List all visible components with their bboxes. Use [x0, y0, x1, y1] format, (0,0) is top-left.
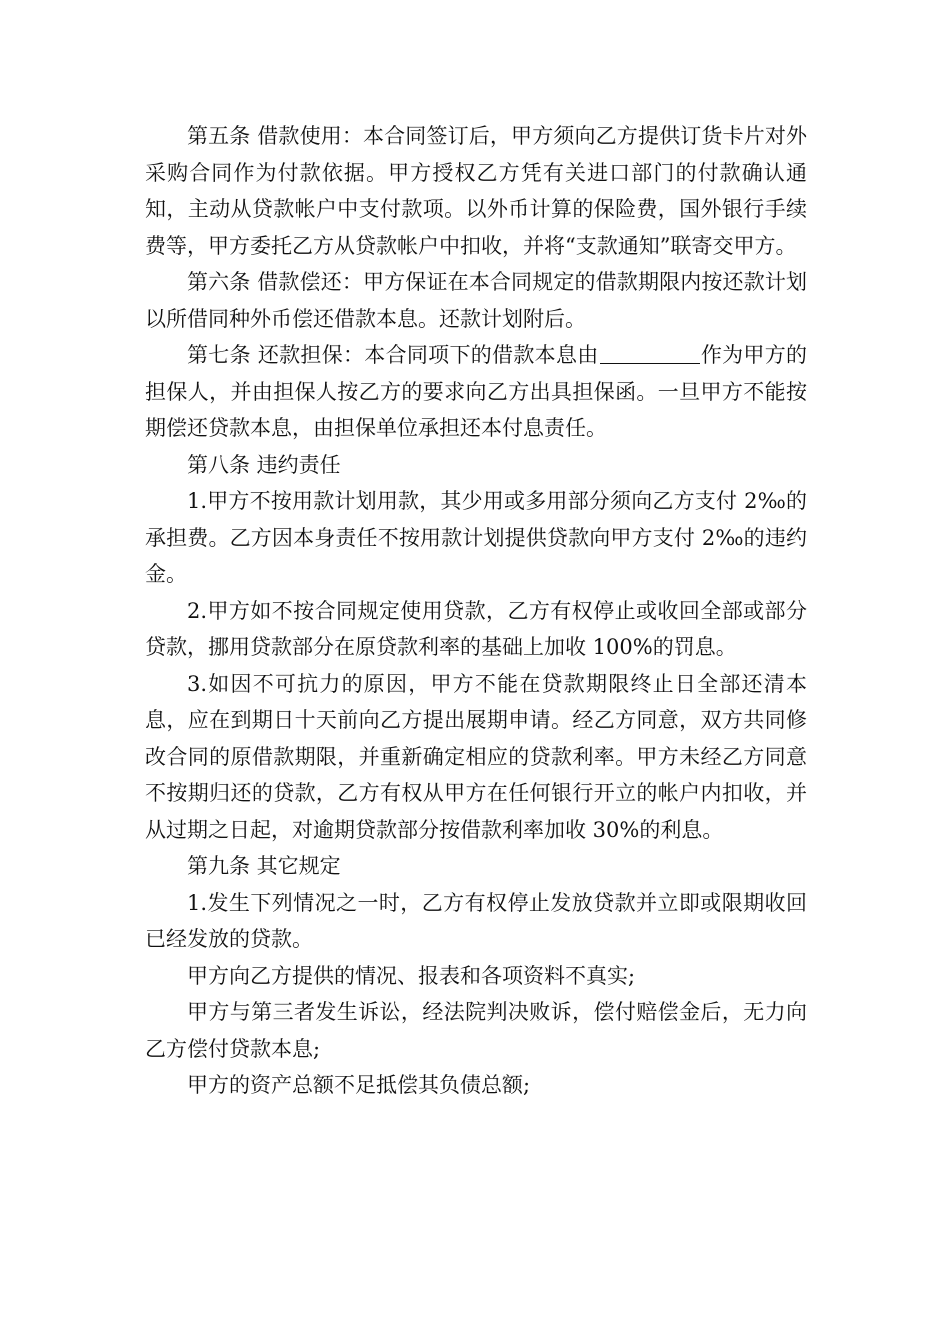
- document-body: [145, 118, 807, 1104]
- article-9-condition-3: 甲方的资产总额不足抵偿其负债总额;: [187, 1073, 531, 1097]
- article-6-paragraph: 第六条 借款偿还：甲方保证在本合同规定的借款期限内按还款计划以所借同种外币偿还借款本息。还款计划附后。: [145, 270, 807, 331]
- article-9-condition-2: 甲方与第三者发生诉讼，经法院判决败诉，偿付赔偿金后，无力向乙方偿付贷款本息;: [145, 1000, 807, 1061]
- article-8-item-2: 2.甲方如不按合同规定使用贷款，乙方有权停止或收回全部或部分贷款，挪用贷款部分在原贷款利率的基础上加收 100%的罚息。: [145, 598, 807, 659]
- article-9-item-1: 1.发生下列情况之一时，乙方有权停止发放贷款并立即或限期收回已经发放的贷款。: [145, 890, 807, 951]
- article-8-item-3: 3.如因不可抗力的原因，甲方不能在贷款期限终止日全部还清本息，应在到期日十天前向乙方提出展期申请。经乙方同意，双方共同修改合同的原借款期限，并重新确定相应的贷款利率。甲方未经乙方同意不按期归还的贷款，乙方有权从甲方在任何银行开立的帐户内扣收，并从过期之日起，对逾期贷款部分按借款利率加收 30%的利息。: [145, 671, 807, 842]
- article-7-text-after-blank: 作为甲方的担保人，并由担保人按乙方的要求向乙方出具担保函。一旦甲方不能按期偿还贷款本息，由担保单位承担还本付息责任。: [145, 343, 807, 440]
- guarantor-blank-line: [600, 342, 700, 364]
- article-7-paragraph: [145, 337, 807, 447]
- article-7-text-before-blank: 第七条 还款担保：本合同项下的借款本息由: [187, 343, 599, 367]
- article-8-heading: 第八条 违约责任: [187, 452, 341, 477]
- article-5-paragraph: 第五条 借款使用：本合同签订后，甲方须向乙方提供订货卡片对外采购合同作为付款依据。甲方授权乙方凭有关进口部门的付款确认通知，主动从贷款帐户中支付款项。以外币计算的保险费，国外银行手续费等，甲方委托乙方从贷款帐户中扣收，并将“支款通知”联寄交甲方。: [145, 124, 807, 258]
- article-8-item-1: 1.甲方不按用款计划用款，其少用或多用部分须向乙方支付 2‰的承担费。乙方因本身责任不按用款计划提供贷款向甲方支付 2‰的违约金。: [145, 489, 807, 586]
- article-9-condition-1: 甲方向乙方提供的情况、报表和各项资料不真实;: [187, 963, 636, 988]
- article-9-heading: 第九条 其它规定: [187, 854, 341, 878]
